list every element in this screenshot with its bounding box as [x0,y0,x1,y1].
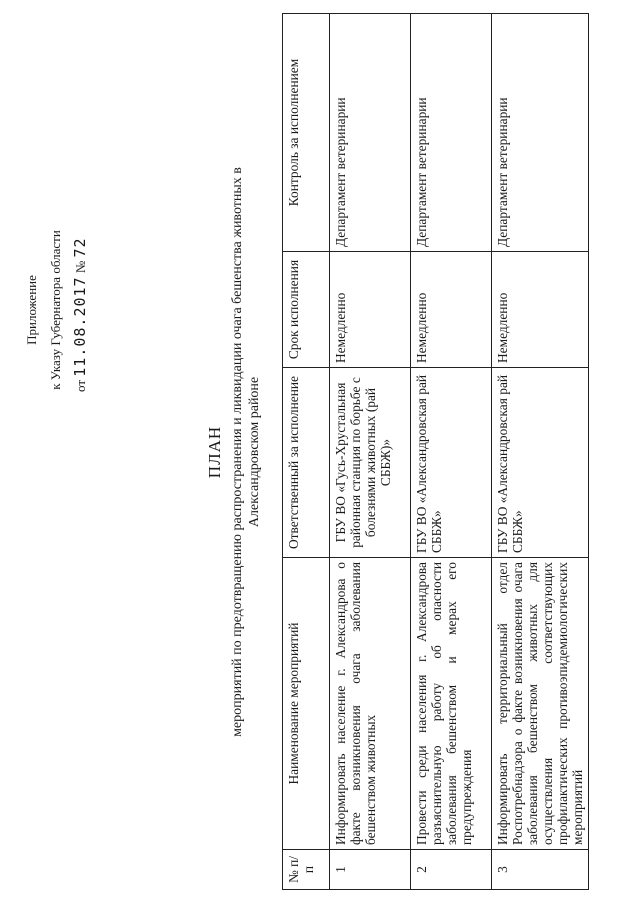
header-control: Контроль за исполнением [283,14,330,252]
appendix-decree-ref: к Указу Губернатора области [48,230,63,390]
row-measure: Информировать население г. Александрова о факте возникновения очага заболевания бешенством животных [330,558,411,850]
row-measure: Информировать территориальный отдел Роспотребнадзора о факте возникновения очага заболевания бешенством животных для осуществления соответствующих профилактических противоэпидемиологических мероприятий [492,558,589,850]
plan-heading: ПЛАН [205,425,224,479]
row-deadline: Немедленно [492,252,589,368]
row-control: Департамент ветеринарии [492,14,589,252]
appendix-header [20,140,93,480]
header-responsible: Ответственный за исполнение [283,368,330,558]
document-title [203,12,263,892]
decree-date: 11.08.2017 [71,276,89,377]
table-row [411,14,492,890]
row-deadline: Немедленно [330,252,411,368]
table-row [330,14,411,890]
row-number: 2 [411,850,492,890]
row-number: 1 [330,850,411,890]
row-responsible: ГБУ ВО «Александровская рай СББЖ» [492,368,589,558]
plan-subtitle: мероприятий по предотвращению распространения и ликвидации очага бешенства животных в Александровском районе [230,167,262,737]
plan-table [282,13,589,890]
row-deadline: Немедленно [411,252,492,368]
row-number: 3 [492,850,589,890]
number-sign: № [73,260,88,274]
row-control: Департамент ветеринарии [411,14,492,252]
row-responsible: ГБУ ВО «Гусь-Хрустальная районная станция по борьбе с болезнями животных (рай СББЖ)» [330,368,411,558]
header-measures: Наименование мероприятий [283,558,330,850]
header-deadline: Срок исполнения [283,252,330,368]
row-measure: Провести среди населения г. Александрова разъяснительную работу об опасности заболевания бешенством и мерах его предупреждения [411,558,492,850]
header-number: № п/п [283,850,330,890]
rotated-page [20,12,620,892]
row-responsible: ГБУ ВО «Александровская рай СББЖ» [411,368,492,558]
date-prefix: от [73,379,88,392]
row-control: Департамент ветеринарии [330,14,411,252]
appendix-date-line [68,140,93,480]
decree-number: 72 [71,237,89,258]
appendix-label: Приложение [24,275,39,345]
table-row [492,14,589,890]
table-header-row [283,14,330,890]
